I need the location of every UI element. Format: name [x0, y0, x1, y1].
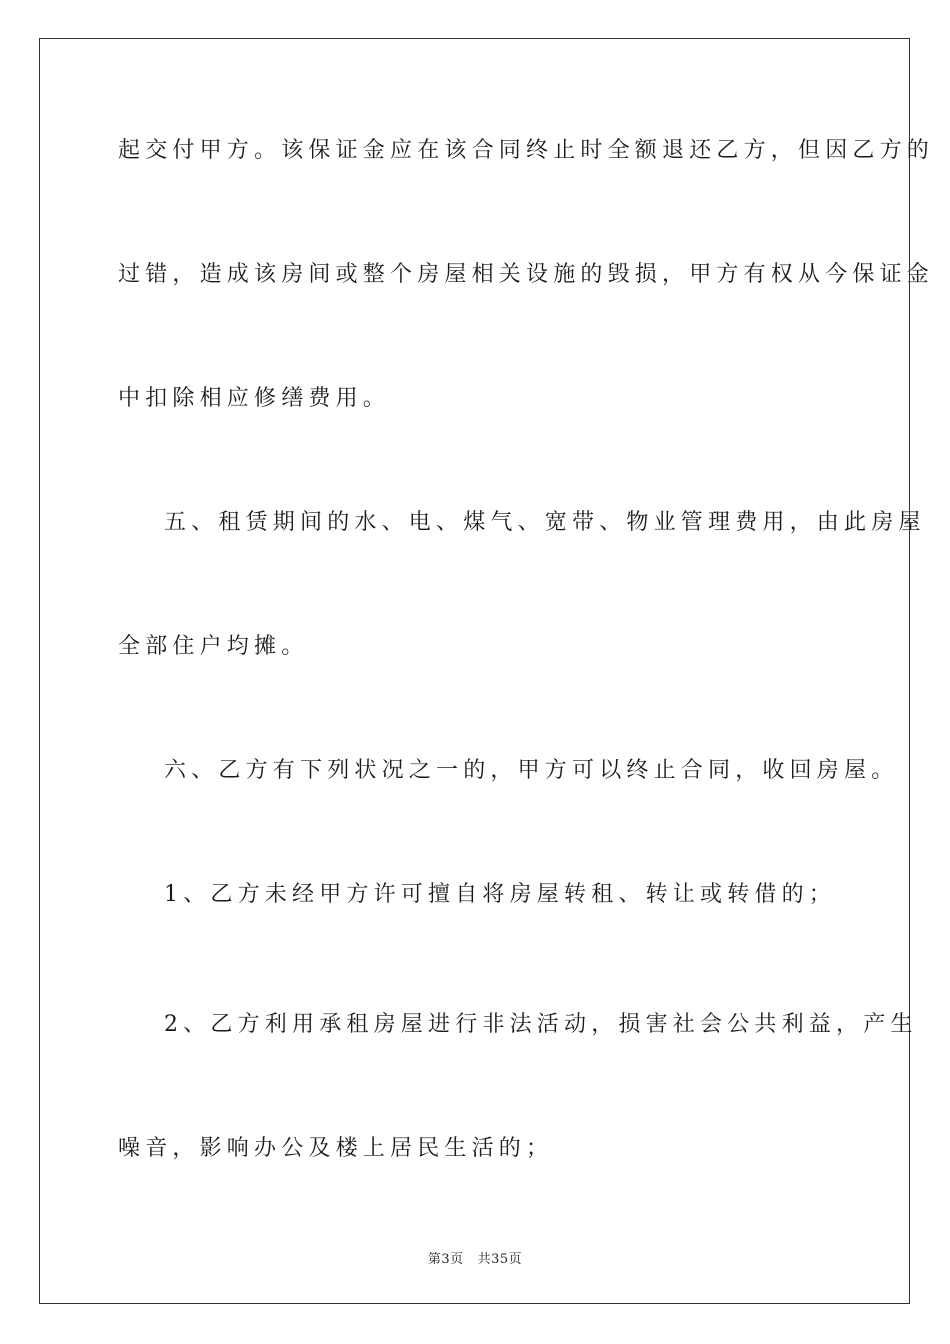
text-line-3: 中扣除相应修缮费用。 [118, 386, 391, 411]
text-line-1: 起交付甲方。该保证金应在该合同终止时全额退还乙方，但因乙方的 [118, 138, 935, 163]
text-line-8: 2、乙方利用承租房屋进行非法活动，损害社会公共利益，产生 [164, 1012, 918, 1037]
text-line-7: 1、乙方未经甲方许可擅自将房屋转租、转让或转借的； [164, 882, 836, 907]
text-line-2: 过错，造成该房间或整个房屋相关设施的毁损，甲方有权从今保证金 [118, 262, 935, 287]
text-line-6: 六、乙方有下列状况之一的，甲方可以终止合同，收回房屋。 [164, 758, 899, 783]
page-number: 第3页 [427, 1252, 464, 1267]
text-line-4: 五、租赁期间的水、电、煤气、宽带、物业管理费用，由此房屋 [164, 510, 926, 535]
text-line-9: 噪音，影响办公及楼上居民生活的； [118, 1136, 554, 1161]
text-line-5: 全部住户均摊。 [118, 634, 309, 659]
page-frame [39, 38, 935, 1304]
page-footer [0, 1248, 950, 1267]
page-total: 共35页 [477, 1252, 523, 1267]
